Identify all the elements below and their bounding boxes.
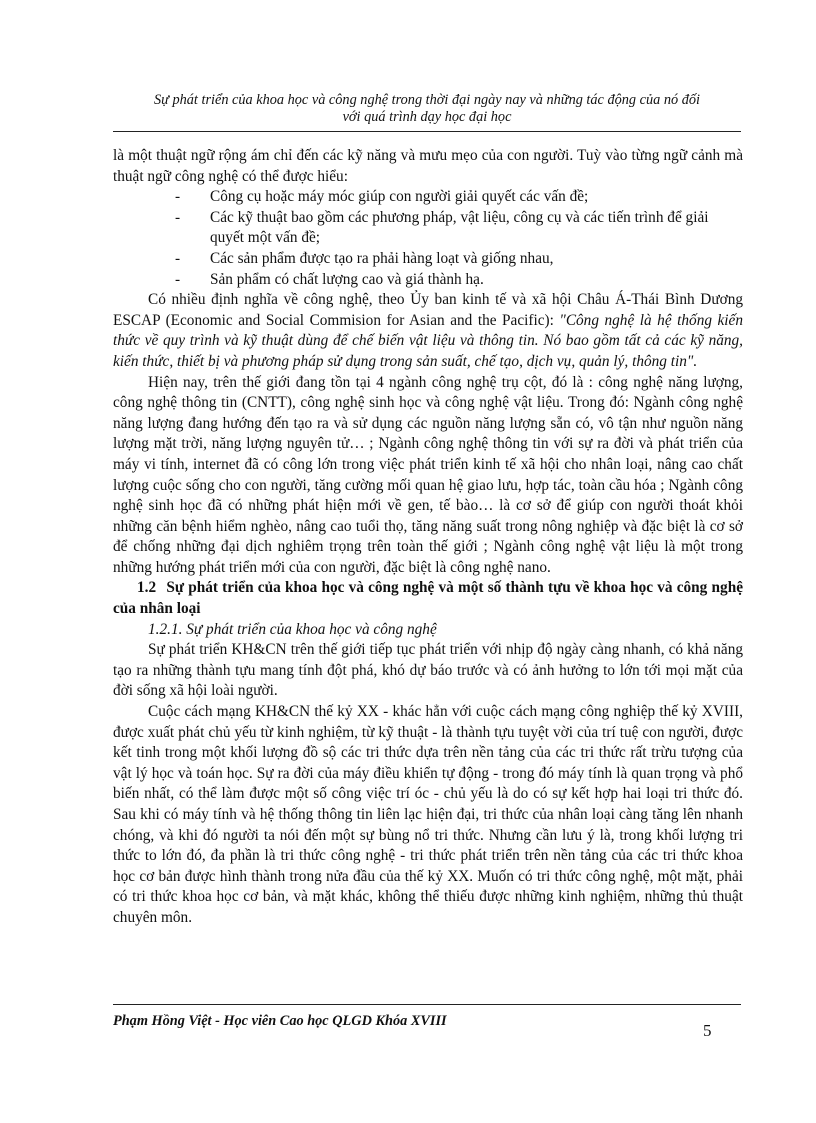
header-divider	[113, 131, 741, 132]
subsection-heading: 1.2.1. Sự phát triển của khoa học và công nghệ	[148, 620, 437, 638]
list-item-text: Các kỹ thuật bao gồm các phương pháp, vật liệu, công cụ và các tiến trình để giải quyết một vấn đề;	[210, 208, 709, 247]
list-item-text: Sản phẩm có chất lượng cao và giá thành hạ.	[210, 270, 484, 288]
list-item	[113, 187, 743, 208]
bullet-dash: -	[175, 188, 181, 206]
running-header	[113, 92, 741, 126]
section-heading-text: Sự phát triển của khoa học và công nghệ và một số thành tựu về khoa học và công nghệ của nhân loại	[113, 579, 743, 618]
list-item	[113, 249, 743, 270]
intro-paragraph: là một thuật ngữ rộng ám chỉ đến các kỹ năng và mưu mẹo của con người. Tuỳ vào từng ngữ cảnh mà thuật ngữ công nghệ có thể được hiểu:	[113, 147, 743, 185]
escap-definition-paragraph	[113, 290, 743, 372]
header-title-line-2: với quá trình dạy học đại học	[342, 109, 512, 125]
bullet-dash: -	[175, 270, 181, 288]
footer-divider	[113, 1004, 741, 1005]
escap-quote: "Công nghệ là hệ thống kiến thức về quy trình và kỹ thuật dùng để chế biến vật liệu và thông tin. Nó bao gồm tất cả các kỹ năng, kiến thức, thiết bị và phương pháp sử dụng trong sản suất, chế tạo, dịch vụ, quản lý, thông tin".	[113, 311, 743, 370]
page-body	[113, 146, 743, 929]
khcn-development-paragraph: Sự phát triển KH&CN trên thế giới tiếp tục phát triển với nhịp độ ngày càng nhanh, có khả năng tạo ra những thành tựu mang tính đột phá, khó dự báo trước và có ảnh hưởng to lớn tới mọi mặt của đời sống xã hội loài người.	[113, 641, 743, 700]
section-number: 1.2	[137, 579, 157, 597]
section-heading	[113, 578, 743, 619]
bullet-dash: -	[175, 249, 181, 267]
technology-meaning-list	[113, 187, 743, 290]
list-item-text: Các sản phẩm được tạo ra phải hàng loạt và giống nhau,	[210, 249, 554, 267]
page-number: 5	[703, 1021, 712, 1040]
bullet-dash: -	[175, 208, 181, 226]
list-item	[113, 270, 743, 291]
technology-fields-paragraph: Hiện nay, trên thế giới đang tồn tại 4 ngành công nghệ trụ cột, đó là : công nghệ năng lượng, công nghệ thông tin (CNTT), công nghệ sinh học và công nghệ vật liệu. Trong đó: Ngành công nghệ năng lượng đang hướng đến tạo ra và sử dụng các nguồn năng lượng sẵn có, vô tận như nguồn năng lượng mặt trời, năng lượng nguyên tử… ; Ngành công nghệ thông tin với sự ra đời và phát triển của máy vi tính, internet đã có công lớn trong việc phát triển kinh tế xã hội cho nhân loại, nâng cao chất lượng cuộc sống cho con người, tăng cường mối quan hệ giao lưu, hợp tác, toàn cầu hóa ; Ngành công nghệ sinh học đã có những phát hiện mới về gen, tế bào… là cơ sở để giúp con người thoát khỏi những căn bệnh hiểm nghèo, nâng cao tuổi thọ, tăng năng suất trong nông nghiệp và đặc biệt là cơ sở để chống những đại dịch nghiêm trọng trên toàn thế giới ; Ngành công nghệ vật liệu là một trong những hướng phát triển mới của con người, đặc biệt là công nghệ nano.	[113, 373, 743, 576]
revolution-paragraph: Cuộc cách mạng KH&CN thế kỷ XX - khác hẳn với cuộc cách mạng công nghiệp thế kỷ XVIII, được xuất phát chủ yếu từ kinh nghiệm, từ kỹ thuật - là thành tựu tuyệt vời của trí tuệ con người, được kết tinh trong một khối lượng đồ sộ các tri thức dựa trên nền tảng của các tri thức rất trừu tượng của vật lý học và toán học. Sự ra đời của máy điều khiển tự động - trong đó máy tính là quan trọng và phổ biến nhất, có thể làm được một số công việc trí óc - chủ yếu là do có sự kết hợp hai loại tri thức đó. Sau khi có máy tính và hệ thống thông tin liên lạc hiện đại, tri thức của nhân loại càng tăng lên nhanh chóng, và khi đó người ta nói đến một sự bùng nổ tri thức. Nhưng cần lưu ý là, trong khối lượng tri thức to lớn đó, đa phần là tri thức công nghệ - tri thức phát triển trên nền tảng của các tri thức khoa học cơ bản được hình thành trong nửa đầu của thế kỷ XX. Muốn có tri thức công nghệ, một mặt, phải có tri thức khoa học cơ bản, và mặt khác, không thể thiếu được những kinh nghiệm, những thủ thuật chuyên môn.	[113, 703, 743, 926]
footer-author: Phạm Hồng Việt - Học viên Cao học QLGD Khóa XVIII	[113, 1013, 447, 1029]
header-title-line-1: Sự phát triển của khoa học và công nghệ trong thời đại ngày nay và những tác động của nó đối	[153, 92, 701, 108]
list-item	[113, 208, 743, 249]
list-item-text: Công cụ hoặc máy móc giúp con người giải quyết các vấn đề;	[210, 188, 589, 206]
escap-intro-text: Có nhiều định nghĩa về công nghệ, theo Ủy ban kinh tế và xã hội Châu Á-Thái Bình Dương ESCAP (Economic and Social Commision for Asian and the Pacific):	[113, 291, 743, 329]
